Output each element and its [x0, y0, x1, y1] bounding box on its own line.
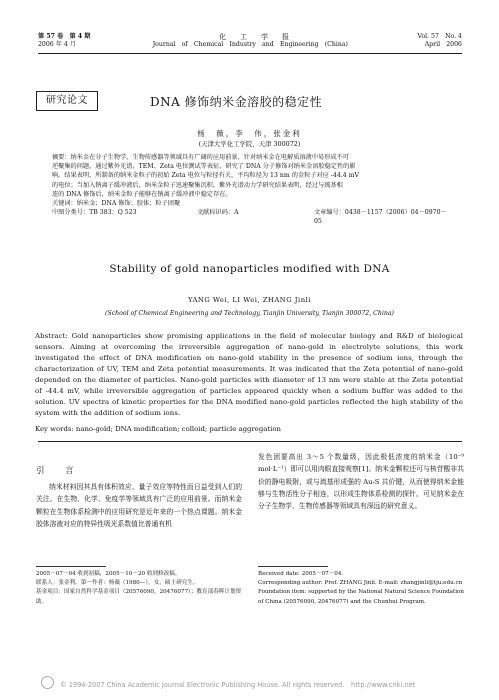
header-volume-cn: 第 57 卷 第 4 期 [38, 33, 91, 40]
section-heading-introduction: 引 言 [36, 466, 80, 476]
cnki-logo-icon [41, 676, 54, 689]
header-date-en: April 2006 [424, 41, 462, 48]
footnote-author-en: Corresponding author: Prof. ZHANG Jinli. E-mail: zhangjinli@tju.edu.cn [258, 580, 463, 587]
header-volume-en: Vol. 57 No. 4 [417, 33, 462, 40]
keywords-cn: 关键词：纳米金；DNA 修饰；胶体；粒子团聚 [52, 200, 181, 208]
footnote-author-cn: 联系人：张金利。第一作者：杨薇（1980—），女，硕士研究生。 [36, 580, 199, 587]
footnote-right [258, 570, 464, 607]
abstract-cn-line: 逆聚集的问题，通过紫外光谱、TEM、Zeta 电位测试等表征，研究了 DNA 分子修饰对纳米金溶胶稳定性的影 [52, 163, 356, 171]
classification-row [52, 208, 450, 226]
abstract-cn-line: 连的 DNA 修饰后，纳米金粒子能够在钠离子缓冲液中稳定存在。 [52, 190, 232, 198]
document-code: 文献标识码：A [197, 209, 239, 217]
header-journal-en: Journal of Chemical Industry and Engineering (China) [152, 41, 348, 48]
keywords-en: Key words: nano-gold; DNA modification; colloid; particle aggregation [35, 425, 281, 433]
running-header [38, 33, 462, 49]
body-right-column: 发色团要高出 3～5 个数量级，因此极低浓度的纳米金（10⁻⁹ mol·L⁻¹）即可以用肉眼直接观察[1]。纳米金颗粒还可与核苷酸非共价的静电吸附，或与巯基形成强的 Au-S 共价键，从而使得纳米金能够与生物活性分子相连，以形成生物体系检测的探针。可见纳米金在分子生物学、生物传感器等领域具有深远的研究意义。 [258, 453, 464, 511]
header-rule [38, 53, 462, 54]
authors-cn: 杨 薇，李 伟，张金利 [197, 129, 302, 138]
abstract-en: Abstract: Gold nanoparticles show promising applications in the field of molecular biology and R&D of biological sensors. Aiming at overcoming the irreversible aggregation of nano-gold in electrolyte solutions, this work investigated the effect of DNA modification on nano-gold stability in the presence of sodium ions, through the characterization of UV, TEM and Zeta potential measurements. It was indicated that the Zeta potential of nano-gold depended on the diameter of particles. Nano-gold particles with diameter of 13 nm were stable at the Zeta potential of -44.4 mV, while irreversible aggregation of particles appeared quickly when a sodium buffer was added to the solution. UV spectra of kinetic properties for the DNA modified nano-gold particles reflected the high stability of the system with the addition of sodium ions. [35, 332, 463, 417]
header-journal-cn: 化 工 学 报 [218, 33, 289, 41]
abstract-cn-line: 的电位；当加入钠离子缓冲液后，纳米金粒子迅速聚集沉积。紫外光谱动力学研究结果表明，经过与巯基相 [52, 181, 343, 189]
header-date-cn: 2006 年 4 月 [38, 41, 76, 48]
abstract-cn-line: 响。结果表明，所制备的纳米金粒子的初始 Zeta 电位与粒径有关，平均粒径为 13 nm 的金粒子对应 -44.4 mV [52, 172, 359, 180]
title-en: Stability of gold nanoparticles modified with DNA [109, 263, 390, 275]
article-type-tag: 研究论文 [36, 91, 98, 111]
footnote-left [36, 570, 242, 607]
footnote-foundation-en: Foundation item: supported by the National Natural Science Foundation of China (20576090, 20476077) and the Chunhui Program. [258, 589, 464, 605]
clc-number: 中图分类号：TB 383；Q 523 [52, 209, 137, 217]
abstract-cn-line: 摘要：纳米金在分子生物学、生物传感器等领域具有广阔的应用前景，针对纳米金在电解质溶液中易形成不可 [52, 154, 349, 161]
footnote-rule-left [36, 566, 106, 567]
body-left-column: 纳米材料因其具有体积效应、量子效应等特性而日益受到人们的关注。在生物、化学、免疫学等领域具有广泛的应用前景。而纳米金颗粒在生物体系检测中的应用研究是近年来的一个热点课题。纳米金胶体溶液对应的特异性吸光系数值比普通有机 [36, 483, 242, 528]
abstract-rule [38, 441, 462, 442]
footnote-received-cn: 2005－07－04 收到初稿，2005－10－20 收到修改稿。 [36, 571, 181, 577]
article-number: 文章编号：0438－1157（2006）04－0970－05 [314, 209, 447, 226]
affiliation-cn: (天津大学化工学院，天津 300072) [198, 140, 301, 148]
authors-en: YANG Wei, LI Wei, ZHANG Jinli [188, 296, 311, 304]
footnote-rule-right [258, 566, 328, 567]
abstract-cn [52, 153, 450, 226]
footnote-received-en: Received date: 2005－07－04. [258, 571, 344, 577]
title-cn: DNA 修饰纳米金溶胶的稳定性 [150, 95, 323, 109]
affiliation-en: (School of Chemical Engineering and Technology, Tianjin University, Tianjin 300072, China) [105, 310, 394, 317]
copyright-footer: © 1994-2007 China Academic Journal Electronic Publishing House. All rights reserved. http://www.cnki.net [60, 681, 416, 689]
footnote-foundation-cn: 基金项目：国家自然科学基金项目（20576090，20476077）；教育部春晖计划资助。 [36, 589, 242, 605]
